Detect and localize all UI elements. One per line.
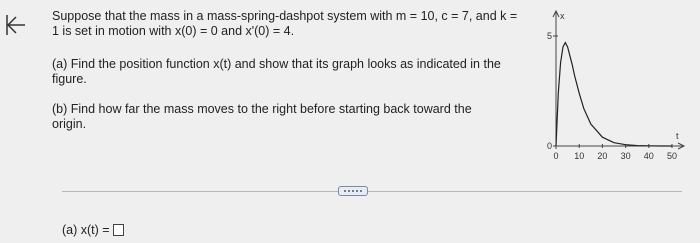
answer-input[interactable] <box>113 224 124 236</box>
part-b-question: (b) Find how far the mass moves to the right before starting back toward the origin. <box>52 102 472 131</box>
answer-row <box>62 223 124 237</box>
y-tick-label: 0 <box>546 141 552 151</box>
answer-label: (a) x(t) = <box>62 223 110 237</box>
divider <box>62 191 682 192</box>
back-arrow-icon[interactable] <box>4 12 28 38</box>
x-tick-label: 10 <box>574 151 585 161</box>
position-curve <box>556 43 672 146</box>
y-tick-label: 5 <box>546 31 552 41</box>
part-a-question: (a) Find the position function x(t) and show that its graph looks as indicated in the figure. <box>52 57 501 86</box>
position-graph <box>538 6 688 164</box>
ellipsis-icon[interactable] <box>338 186 368 196</box>
x-axis-label: t <box>676 131 679 141</box>
x-tick-label: 30 <box>620 151 631 161</box>
y-axis-label: x <box>560 11 565 21</box>
x-tick-label: 40 <box>643 151 654 161</box>
problem-statement: Suppose that the mass in a mass-spring-dashpot system with m = 10, c = 7, and k = 1 is set in motion with x(0) = 0 and x'(0) = 4. <box>52 9 518 38</box>
x-tick-label: 50 <box>666 151 678 161</box>
x-tick-label: 0 <box>553 151 559 161</box>
x-tick-label: 20 <box>597 151 608 161</box>
